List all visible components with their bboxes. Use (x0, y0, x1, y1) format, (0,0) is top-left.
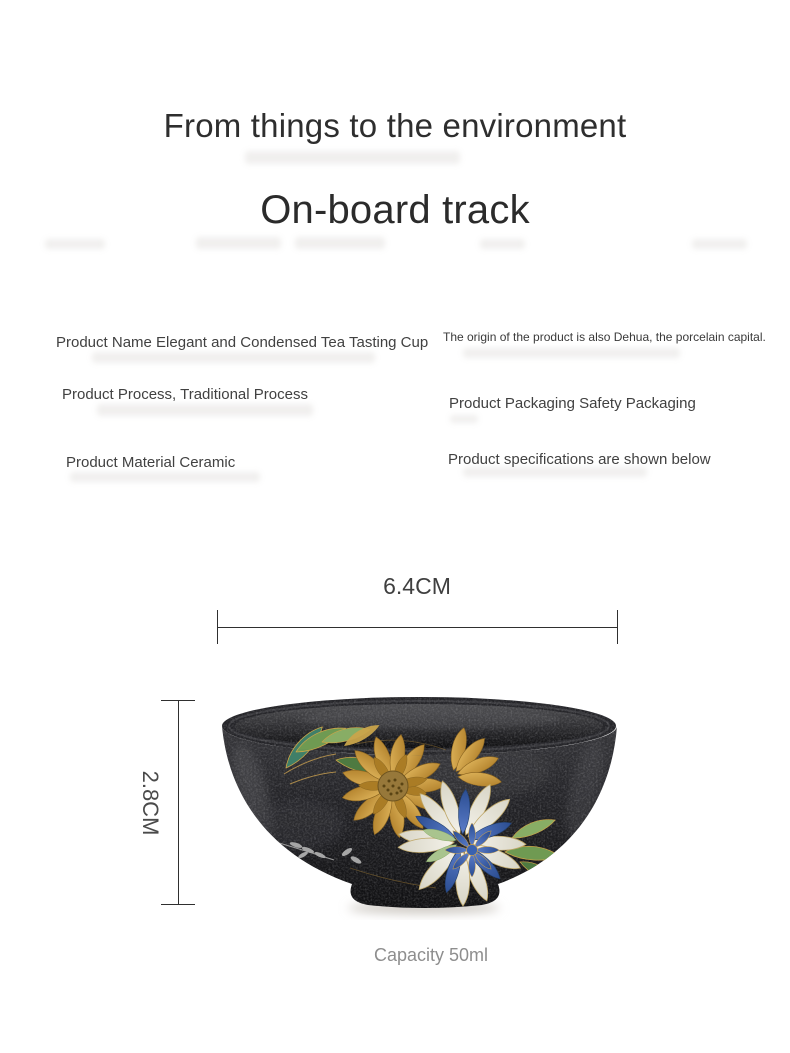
product-specs-text: Product specifications are shown below (448, 451, 711, 468)
width-dimension-endcap-left (217, 610, 218, 644)
product-image-tea-cup (210, 688, 630, 920)
faded-text-artifact (45, 239, 105, 249)
faded-text-artifact (463, 467, 647, 477)
faded-text-artifact (692, 239, 747, 249)
width-dimension-label: 6.4CM (383, 573, 451, 599)
product-process-text: Product Process, Traditional Process (62, 386, 308, 403)
product-packaging-text: Product Packaging Safety Packaging (449, 395, 696, 412)
faded-text-artifact (196, 237, 281, 249)
page-title: From things to the environment (163, 107, 627, 144)
faded-text-artifact (295, 237, 385, 249)
product-origin-text: The origin of the product is also Dehua, the porcelain capital. (443, 330, 766, 344)
height-dimension-label: 2.8CM (138, 770, 163, 836)
width-dimension-line (217, 627, 618, 628)
product-name-text: Product Name Elegant and Condensed Tea Tasting Cup (56, 334, 429, 351)
product-material-text: Product Material Ceramic (66, 454, 236, 471)
page-subtitle: On-board track (260, 188, 530, 232)
height-dimension-endcap-top (161, 700, 195, 701)
faded-text-artifact (97, 404, 313, 416)
flower-bud (445, 823, 499, 877)
faded-text-artifact (92, 352, 375, 363)
width-dimension-endcap-right (617, 610, 618, 644)
faded-text-artifact (463, 348, 680, 358)
height-dimension-line (178, 700, 179, 905)
faded-text-artifact (450, 415, 478, 423)
capacity-label: Capacity 50ml (374, 945, 489, 965)
height-dimension-endcap-bottom (161, 904, 195, 905)
faded-text-artifact (480, 239, 525, 249)
faded-text-artifact (70, 472, 260, 482)
faded-text-artifact (245, 151, 460, 164)
